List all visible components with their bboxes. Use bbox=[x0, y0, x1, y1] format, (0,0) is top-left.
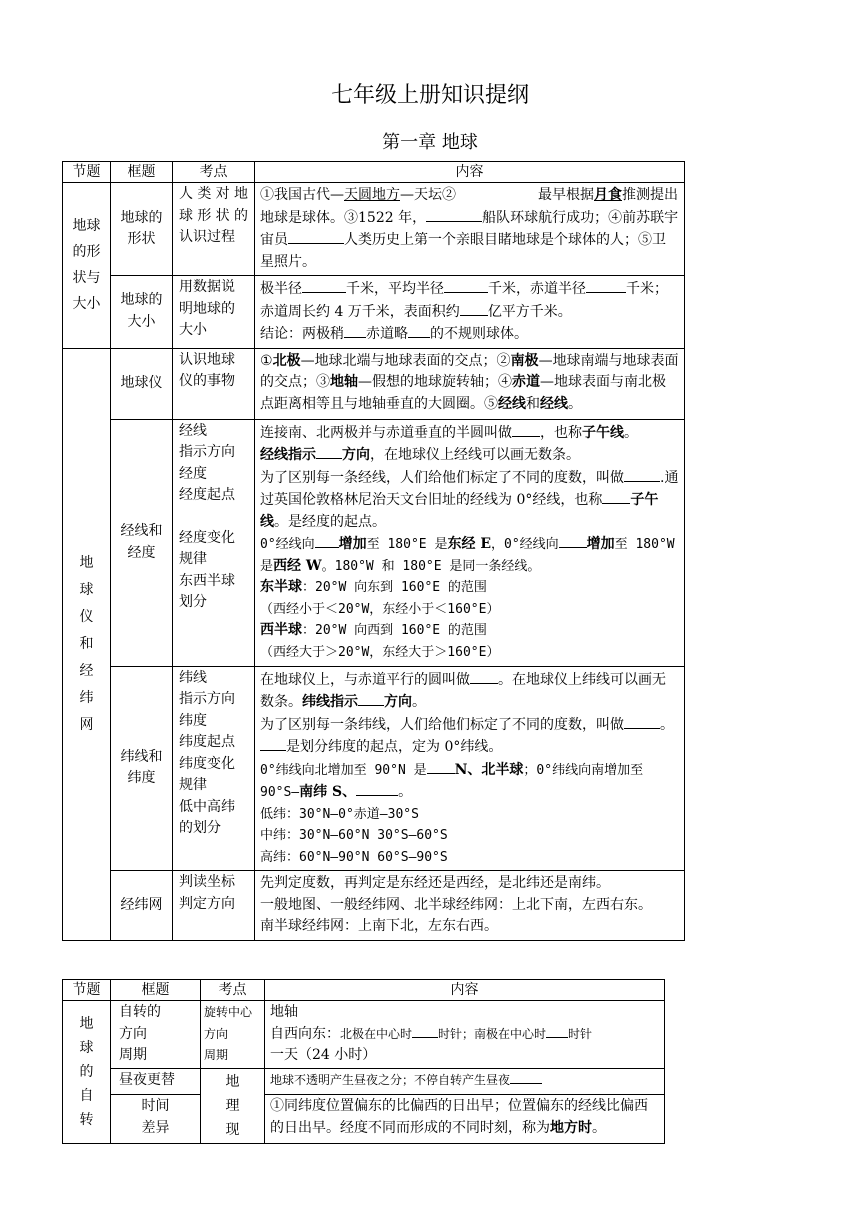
fill-blank bbox=[302, 278, 346, 293]
point-label: 经度起点 bbox=[179, 487, 235, 503]
term: 纬线指示 bbox=[302, 694, 358, 710]
table-row bbox=[63, 419, 685, 666]
text: 低纬：30°N—0°赤道—30°S bbox=[260, 806, 419, 822]
text: （西经小于＜20°W，东经小于＜160°E） bbox=[260, 601, 500, 617]
section-label: 地球的形状与大小 bbox=[72, 218, 101, 313]
table-row bbox=[63, 666, 685, 871]
fill-blank bbox=[512, 422, 540, 437]
term: 经线 bbox=[540, 395, 568, 412]
text-underlined: 月食 bbox=[594, 187, 622, 203]
text: 0°纬线向北增加至 90°N 是 bbox=[260, 762, 427, 778]
fill-blank bbox=[427, 759, 455, 774]
term: 西半球 bbox=[260, 622, 302, 638]
fill-blank bbox=[624, 467, 660, 482]
text: 先判定度数，再判定是东经还是西经，是北纬还是南纬。 bbox=[260, 875, 610, 891]
point-label: 周期 bbox=[204, 1048, 229, 1062]
point-label: 旋转中心 bbox=[204, 1005, 253, 1019]
point-label: 经度变化规律 bbox=[179, 529, 235, 567]
text: 千米，平均半径 bbox=[346, 281, 444, 297]
text: 地轴 bbox=[270, 1004, 298, 1020]
point-label: 地理现 bbox=[225, 1074, 240, 1138]
term: 南极 bbox=[510, 352, 539, 369]
term: 增加 bbox=[338, 536, 367, 552]
content-cell bbox=[265, 1069, 665, 1095]
frame-cell bbox=[111, 871, 173, 941]
point-cell bbox=[173, 419, 255, 666]
point-label: 方向 bbox=[204, 1026, 229, 1041]
section-cell bbox=[63, 348, 111, 941]
text: 时针 bbox=[568, 1026, 593, 1041]
section-cell bbox=[63, 1001, 111, 1144]
section-label: 地球的自转 bbox=[79, 1016, 94, 1128]
content-cell bbox=[255, 183, 685, 276]
frame-label: 周期 bbox=[119, 1047, 147, 1063]
text: 南半球经纬网：上南下北，左东右西。 bbox=[260, 918, 498, 934]
header-point: 考点 bbox=[201, 980, 265, 1001]
content-cell bbox=[255, 348, 685, 419]
text: 。180°W 和 180°E 是同一条经线。 bbox=[321, 558, 541, 574]
term: 西经 W bbox=[273, 557, 322, 574]
term: 增加 bbox=[586, 536, 615, 552]
text: 。是经度的起点。 bbox=[274, 513, 386, 530]
point-label: 经线 bbox=[179, 422, 207, 439]
text: 人类历史上第一个亲眼目睹地球是个球体的人；⑤卫星照片。 bbox=[260, 232, 666, 270]
point-label: 经度 bbox=[179, 465, 207, 482]
text: 。 bbox=[592, 1119, 606, 1136]
text: ；0°纬线向南增加至 90°S— bbox=[260, 762, 644, 800]
text: 0°经线向 bbox=[260, 537, 315, 552]
point-label: 纬线 bbox=[179, 669, 207, 686]
table-header-row bbox=[63, 980, 665, 1001]
frame-label: 地球的形状 bbox=[120, 209, 163, 247]
fill-blank bbox=[602, 489, 630, 504]
text: 结论：两极稍 bbox=[260, 326, 344, 342]
frame-label: 昼夜更替 bbox=[119, 1072, 175, 1088]
text: 。在地球仪上纬线可以画无数条。 bbox=[260, 671, 666, 710]
text: —天坛② bbox=[400, 187, 456, 203]
table-row bbox=[63, 276, 685, 349]
text: ，在地球仪上经线可以画无数条。 bbox=[370, 447, 580, 463]
term: 子午线 bbox=[260, 492, 659, 530]
frame-label: 地球的大小 bbox=[120, 292, 163, 330]
text: —地球表面与南北极点距离相等且与地轴垂直的大圆圈。⑤ bbox=[260, 374, 666, 412]
content-cell bbox=[265, 1001, 665, 1069]
point-cell bbox=[201, 1069, 265, 1144]
section-label: 地球仪和经纬网 bbox=[79, 554, 94, 733]
text: 一天（24 小时） bbox=[270, 1047, 377, 1063]
fill-blank bbox=[559, 533, 587, 548]
content-cell bbox=[255, 871, 685, 941]
point-label: 纬度变化规律 bbox=[179, 755, 235, 793]
point-label: 人类对地球形状的认识过程 bbox=[179, 186, 248, 245]
frame-cell bbox=[111, 183, 173, 276]
text: 连接南、北两极并与赤道垂直的半圆叫做 bbox=[260, 424, 512, 441]
fill-blank bbox=[426, 207, 482, 222]
text: 至 180°W 是 bbox=[260, 537, 675, 574]
fill-blank bbox=[316, 444, 342, 459]
text: 极半径 bbox=[260, 281, 302, 297]
frame-label: 经线和经度 bbox=[120, 523, 163, 561]
text: 亿平方千米。 bbox=[487, 303, 572, 320]
fill-blank bbox=[356, 781, 398, 796]
frame-cell bbox=[111, 1069, 201, 1095]
text: 推测提出地球是球体。③1522 年， bbox=[260, 187, 678, 226]
point-label: 指示方向 bbox=[179, 691, 235, 707]
frame-label: 地球仪 bbox=[120, 374, 163, 391]
point-cell bbox=[201, 1001, 265, 1069]
point-cell bbox=[173, 348, 255, 419]
frame-label: 方向 bbox=[119, 1025, 147, 1042]
text: 时针；南极在中心时 bbox=[438, 1026, 547, 1041]
term: 子午线 bbox=[582, 424, 624, 441]
table-header-row bbox=[63, 162, 685, 183]
text: 最早根据 bbox=[538, 187, 594, 203]
frame-label: 经纬网 bbox=[120, 896, 163, 913]
content-cell bbox=[255, 276, 685, 349]
text: 为了区别每一条纬线，人们给他们标定了不同的度数，叫做 bbox=[260, 716, 624, 733]
point-label: 指示方向 bbox=[179, 444, 235, 460]
text: 地球不透明产生昼夜之分；不停自转产生昼夜 bbox=[270, 1073, 511, 1087]
text: 。 bbox=[660, 716, 674, 733]
text: 中纬：30°N—60°N 30°S—60°S bbox=[260, 828, 448, 843]
table-row bbox=[63, 183, 685, 276]
term: 方向 bbox=[384, 694, 412, 710]
text: 。 bbox=[412, 694, 426, 710]
frame-cell bbox=[111, 1095, 201, 1144]
text-underlined: 天圆地方 bbox=[344, 187, 400, 203]
term: 赤道 bbox=[512, 374, 540, 390]
header-frame: 框题 bbox=[111, 162, 173, 183]
frame-cell bbox=[111, 1001, 201, 1069]
text: 的不规则球体。 bbox=[430, 326, 528, 342]
text: 和 bbox=[526, 395, 540, 412]
fill-blank bbox=[546, 1026, 568, 1038]
term: 东半球 bbox=[260, 579, 302, 595]
header-frame: 框题 bbox=[111, 980, 201, 1001]
term: 地轴 bbox=[330, 374, 358, 390]
frame-cell bbox=[111, 276, 173, 349]
section-cell bbox=[63, 183, 111, 349]
text: （西经大于＞20°W，东经大于＞160°E） bbox=[260, 644, 500, 660]
frame-cell bbox=[111, 419, 173, 666]
text: 是划分纬度的起点，定为 0°纬线。 bbox=[286, 739, 503, 755]
term: 方向 bbox=[342, 447, 370, 463]
header-content: 内容 bbox=[265, 980, 665, 1001]
point-cell bbox=[173, 276, 255, 349]
frame-label: 纬线和纬度 bbox=[120, 748, 163, 787]
point-label: 判读坐标判定方向 bbox=[179, 874, 235, 912]
term: 南纬 S、 bbox=[299, 784, 357, 800]
point-cell bbox=[173, 183, 255, 276]
text: 。 bbox=[398, 784, 413, 800]
chapter-title: 第一章 地球 bbox=[382, 132, 478, 153]
text: ：20°W 向东到 160°E 的范围 bbox=[302, 580, 487, 595]
point-label: 低中高纬的划分 bbox=[179, 798, 235, 836]
point-label: 纬度 bbox=[179, 712, 207, 729]
frame-label: 差异 bbox=[141, 1119, 170, 1136]
text: 赤道略 bbox=[366, 326, 408, 342]
term: 经线 bbox=[498, 395, 526, 412]
text: ，0°经线向 bbox=[491, 537, 559, 552]
document-title: 七年级上册知识提纲 bbox=[330, 83, 529, 108]
header-content: 内容 bbox=[255, 162, 685, 183]
header-section: 节题 bbox=[63, 162, 111, 183]
fill-blank bbox=[510, 1072, 542, 1084]
text: 。 bbox=[624, 424, 638, 441]
text: 至 180°E 是 bbox=[366, 537, 448, 552]
text: 船队环球航行成功；④前苏联宇宙员 bbox=[260, 209, 679, 248]
point-label: 认识地球仪的事物 bbox=[179, 351, 235, 389]
point-cell bbox=[173, 666, 255, 871]
table-row bbox=[63, 1095, 665, 1144]
table-row bbox=[63, 1069, 665, 1095]
outline-table-2 bbox=[62, 979, 665, 1144]
term: 北极 bbox=[272, 352, 301, 369]
fill-blank bbox=[444, 278, 488, 293]
term: 地方时 bbox=[550, 1119, 592, 1136]
text: 千米；赤道周长约 4 万千米，表面积约 bbox=[260, 281, 668, 320]
header-section: 节题 bbox=[63, 980, 111, 1001]
text: 自西向东： bbox=[270, 1025, 340, 1042]
text: 在地球仪上，与赤道平行的圆叫做 bbox=[260, 671, 470, 688]
text: —地球北端与地球表面的交点；② bbox=[300, 352, 511, 369]
text: ① bbox=[260, 352, 273, 369]
fill-blank bbox=[624, 714, 660, 729]
header-point: 考点 bbox=[173, 162, 255, 183]
text: ①我国古代— bbox=[260, 187, 344, 203]
fill-blank bbox=[344, 323, 366, 338]
content-cell bbox=[255, 419, 685, 666]
text: 北极在中心时 bbox=[340, 1026, 413, 1041]
text: 。 bbox=[568, 395, 582, 412]
term: 东经 E bbox=[447, 536, 491, 552]
content-cell bbox=[265, 1095, 665, 1144]
fill-blank bbox=[260, 736, 286, 751]
table-row bbox=[63, 348, 685, 419]
table-row bbox=[63, 1001, 665, 1069]
fill-blank bbox=[408, 323, 430, 338]
text: ：20°W 向西到 160°E 的范围 bbox=[302, 623, 487, 638]
frame-cell bbox=[111, 348, 173, 419]
fill-blank bbox=[412, 1026, 438, 1038]
frame-cell bbox=[111, 666, 173, 871]
fill-blank bbox=[358, 691, 384, 706]
text: 一般地图、一般经纬网、北半球经纬网：上北下南，左西右东。 bbox=[260, 896, 652, 913]
fill-blank bbox=[315, 533, 339, 548]
point-label: 用数据说明地球的大小 bbox=[179, 279, 235, 338]
point-label: 纬度起点 bbox=[179, 734, 235, 750]
term: N、北半球 bbox=[454, 761, 524, 778]
fill-blank bbox=[586, 278, 626, 293]
text: 高纬：60°N—90°N 60°S—90°S bbox=[260, 849, 448, 865]
text: ①同纬度位置偏东的比偏西的日出早；位置偏东的经线比偏西的日出早。经度不同而形成的不同时刻，称为 bbox=[270, 1098, 648, 1136]
text: —假想的地球旋转轴；④ bbox=[358, 374, 512, 390]
text: ，也称 bbox=[540, 424, 582, 441]
text: 为了区别每一条经线，人们给他们标定了不同的度数，叫做 bbox=[260, 469, 624, 486]
text: .通过英国伦敦格林尼治天文台旧址的经线为 0°经线，也称 bbox=[260, 469, 679, 508]
text: —地球南端与地球表面的交点；③ bbox=[260, 352, 679, 390]
frame-label: 自转的 bbox=[119, 1004, 161, 1020]
point-cell bbox=[173, 871, 255, 941]
frame-label: 时间 bbox=[141, 1098, 170, 1115]
fill-blank bbox=[470, 669, 498, 684]
table-row bbox=[63, 871, 685, 941]
content-cell bbox=[255, 666, 685, 871]
text: 千米，赤道半径 bbox=[488, 281, 586, 297]
point-label: 东西半球划分 bbox=[179, 572, 235, 610]
fill-blank bbox=[460, 301, 488, 316]
fill-blank bbox=[288, 229, 344, 244]
term: 经线指示 bbox=[260, 447, 316, 463]
point-spacer bbox=[179, 507, 248, 528]
outline-table-1 bbox=[62, 161, 685, 941]
